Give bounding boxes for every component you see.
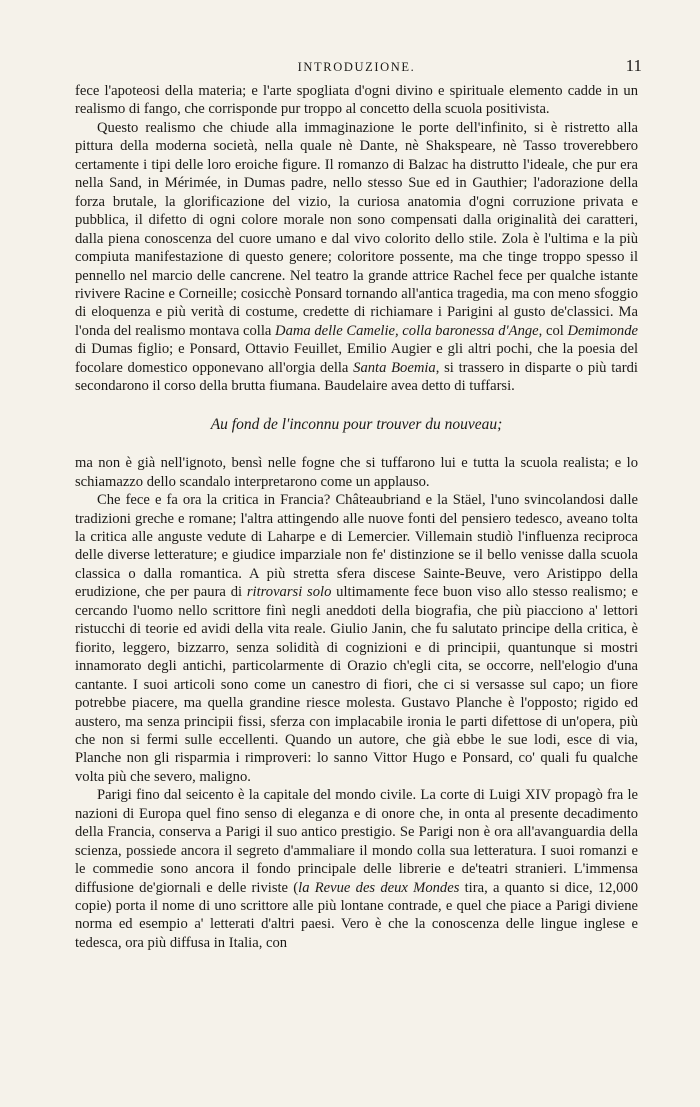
italic-phrase: ritrovarsi solo	[246, 584, 332, 601]
paragraph: fece l'apoteosi della materia; e l'arte spogliata d'ogni divino e spirituale elemento cadde in un realismo di fango, che corrisponde pur troppo al concetto della scuola positivista.	[75, 83, 638, 118]
running-head	[75, 56, 642, 78]
paragraph: Che fece e fa ora la critica in Francia? Châteaubriand e la Stäel, l'uno svincolandosi dalle tradizioni greche e romane; l'altra attingendo alle nuove fonti del pensiero tedesco, aveano tolta la critica alle anguste vedute di Laharpe e di Lemercier. Villemain studiò l'influenza reciproca delle diverse letterature; e giudice imparziale non fe' distinzione se il bello venisse dalla scuola classica o dalla romantica. A più stretta sfera discese Sainte-Beuve, vero Aristippo della erudizione, che per paura di ritrovarsi solo ultimamente fece buon viso allo stesso realismo; e cercando l'uomo nello scrittore finì negli aneddoti della biografia, che più piacciono a' lettori ristucchi di teorie ed avidi della vita reale. Giulio Janin, che fu salutato principe della critica, è fiorito, leggero, bizzarro, senza solidità di cognizioni e di principii, quantunque si mostri innamorato degli antichi, particolarmente di Orazio ch'egli cita, se occorre, nell'elogio d'una cantante. I suoi articoli sono come un canestro di fiori, che ci si versasse sul capo; un fiore potrebbe piacere, ma quella grandine riesce molesta. Gustavo Planche è l'opposto; rigido ed austero, ma senza principii fissi, sferza con implacabile ironia le parti difettose di un'opera, più che non si fermi sulle eccellenti. Quando un autore, che già ebbe le sue lodi, esce di via, Planche non gli risparmia i rimproveri: lo sanno Vittor Hugo e Ponsard, co' quali fu qualche volta più che severo, maligno.	[75, 492, 638, 785]
verse-quote: Au fond de l'inconnu pour trouver du nouveau;	[210, 415, 503, 433]
paragraph: Questo realismo che chiude alla immaginazione le porte dell'infinito, si è ristretto alla pittura della moderna società, nella quale nè Dante, nè Shakspeare, nè Tasso troverebbero certamente i tipi delle loro eroiche figure. Il romanzo di Balzac ha distrutto l'ideale, che pur era nella Sand, in Mérimée, in Dumas padre, nello stesso Sue ed in Gauthier; l'adorazione della forza brutale, la glorificazione del vizio, la curiosa anatomia d'ogni corruzione privata e pubblica, il difetto di ogni colore morale non sono compensati dalla originalità dei caratteri, dalla piena conoscenza del cuore umano e dal vivo colorito dello stile. Zola è l'ultima e la più compiuta manifestazione di questo genere; coloritore possente, ma che tinge troppo spesso il pennello nel marcio delle cancrene. Nel teatro la grande attrice Rachel fece per qualche istante rivivere Racine e Corneille; cosicchè Ponsard tornando all'antica tragedia, ma con meno sfoggio di eloquenza e più verità di costume, credette di richiamare i Parigini al gusto de'classici. Ma l'onda del realismo montava colla Dama delle Camelie, colla baronessa d'Ange, col Demimonde di Dumas figlio; e Ponsard, Ottavio Feuillet, Emilio Augier e gli altri pochi, che la poesia del focolare domestico opponevano all'orgia della Santa Boemia, si trassero in disparte o più tardi secondarono il corso della brutta fiumana. Baudelaire avea detto di tuffarsi.	[75, 119, 638, 395]
paragraph: ma non è già nell'ignoto, bensì nelle fogne che si tuffarono lui e tutta la scuola realista; e lo schiamazzo dello scandalo interpretarono come un applauso.	[75, 455, 638, 490]
paragraph: Parigi fino dal seicento è la capitale del mondo civile. La corte di Luigi XIV propagò fra le nazioni di Europa quel fino senso di eleganza e di onore che, in onta al presente decadimento della Francia, conserva a Parigi il suo antico prestigio. Se Parigi non è ora all'avanguardia della scienza, possiede ancora il segreto d'ammaliare il mondo colla sua letteratura. I suoi romanzi e le commedie sono ancora il fondo principale delle librerie e de'teatri stranieri. L'immensa diffusione de'giornali e delle riviste (la Revue des deux Mondes tira, a quanto si dice, 12,000 copie) porta il nome di uno scrittore alle più lontane contrade, e quel che piace a Parigi diviene norma ed esempio a' letterati d'altri paesi. Vero è che la conoscenza delle lingue inglese e tedesca, ora più diffusa in Italia, con	[75, 787, 639, 951]
italic-title: Demimonde	[567, 322, 638, 339]
page-number: 11	[625, 56, 642, 75]
body-text	[75, 82, 638, 952]
italic-title: Dama delle Camelie, colla baronessa d'Ange	[275, 322, 539, 339]
italic-title: la Revue des deux Mondes	[298, 879, 460, 896]
running-title: INTRODUZIONE.	[297, 60, 416, 74]
italic-title: Santa Boemia	[353, 359, 436, 376]
